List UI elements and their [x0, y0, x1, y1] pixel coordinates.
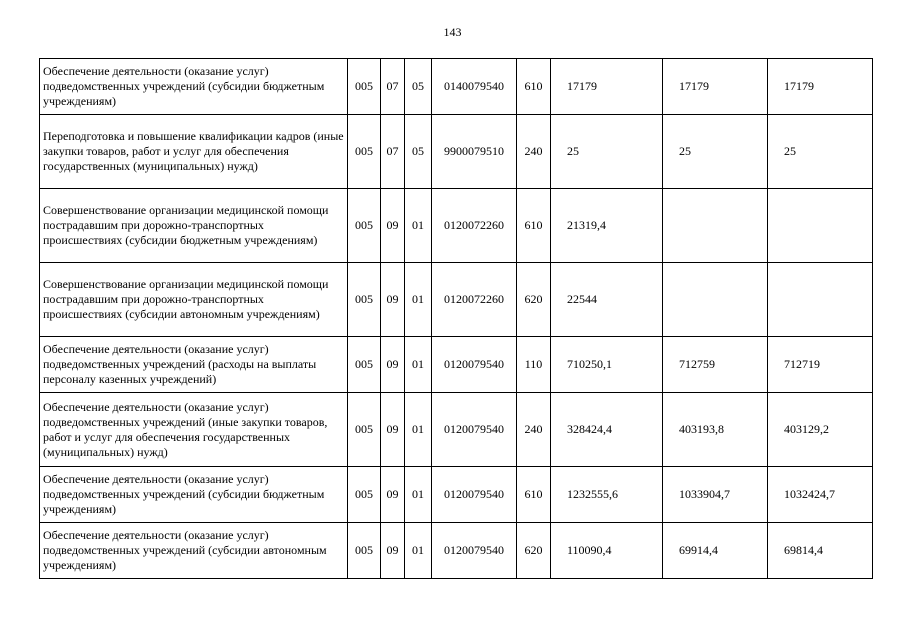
- target-article-code: 0120079540: [432, 467, 517, 523]
- row-description: Обеспечение деятельности (оказание услуг) подведомственных учреждений (расходы на выплаты персоналу казенных учреждений): [40, 337, 348, 393]
- expense-type-code: 610: [517, 189, 551, 263]
- subsection-code: 05: [405, 115, 432, 189]
- amount-year-2: 712759: [663, 337, 768, 393]
- department-code: 005: [348, 263, 381, 337]
- subsection-code: 01: [405, 467, 432, 523]
- row-description: Совершенствование организации медицинской помощи пострадавшим при дорожно-транспортных происшествиях (субсидии бюджетным учреждениям): [40, 189, 348, 263]
- department-code: 005: [348, 59, 381, 115]
- subsection-code: 05: [405, 59, 432, 115]
- table-row: [40, 59, 873, 115]
- amount-year-1: 25: [551, 115, 663, 189]
- amount-year-3: 69814,4: [768, 523, 873, 579]
- amount-year-2: 25: [663, 115, 768, 189]
- amount-year-3: 25: [768, 115, 873, 189]
- table-row: [40, 263, 873, 337]
- department-code: 005: [348, 189, 381, 263]
- expense-type-code: 620: [517, 263, 551, 337]
- target-article-code: 0120072260: [432, 263, 517, 337]
- department-code: 005: [348, 523, 381, 579]
- section-code: 07: [381, 59, 405, 115]
- table-row: [40, 393, 873, 467]
- department-code: 005: [348, 337, 381, 393]
- amount-year-1: 110090,4: [551, 523, 663, 579]
- amount-year-2: 69914,4: [663, 523, 768, 579]
- amount-year-2: 17179: [663, 59, 768, 115]
- row-description: Обеспечение деятельности (оказание услуг) подведомственных учреждений (субсидии автономным учреждениям): [40, 523, 348, 579]
- subsection-code: 01: [405, 393, 432, 467]
- subsection-code: 01: [405, 337, 432, 393]
- amount-year-1: 22544: [551, 263, 663, 337]
- amount-year-2: [663, 263, 768, 337]
- expense-type-code: 610: [517, 467, 551, 523]
- table-row: [40, 467, 873, 523]
- table-row: [40, 337, 873, 393]
- amount-year-3: 712719: [768, 337, 873, 393]
- row-description: Совершенствование организации медицинской помощи пострадавшим при дорожно-транспортных происшествиях (субсидии автономным учреждениям): [40, 263, 348, 337]
- expense-type-code: 610: [517, 59, 551, 115]
- department-code: 005: [348, 115, 381, 189]
- expense-type-code: 240: [517, 115, 551, 189]
- amount-year-1: 328424,4: [551, 393, 663, 467]
- section-code: 09: [381, 467, 405, 523]
- amount-year-3: 403129,2: [768, 393, 873, 467]
- row-description: Обеспечение деятельности (оказание услуг) подведомственных учреждений (иные закупки товаров, работ и услуг для обеспечения государственных (муниципальных) нужд): [40, 393, 348, 467]
- expense-type-code: 240: [517, 393, 551, 467]
- amount-year-3: [768, 263, 873, 337]
- amount-year-2: [663, 189, 768, 263]
- section-code: 09: [381, 337, 405, 393]
- section-code: 09: [381, 189, 405, 263]
- row-description: Переподготовка и повышение квалификации кадров (иные закупки товаров, работ и услуг для обеспечения государственных (муниципальных) нужд): [40, 115, 348, 189]
- target-article-code: 0120079540: [432, 523, 517, 579]
- amount-year-2: 403193,8: [663, 393, 768, 467]
- amount-year-3: 17179: [768, 59, 873, 115]
- expense-type-code: 110: [517, 337, 551, 393]
- amount-year-1: 1232555,6: [551, 467, 663, 523]
- target-article-code: 0120072260: [432, 189, 517, 263]
- table-row: [40, 523, 873, 579]
- target-article-code: 0120079540: [432, 337, 517, 393]
- target-article-code: 0120079540: [432, 393, 517, 467]
- target-article-code: 9900079510: [432, 115, 517, 189]
- amount-year-1: 17179: [551, 59, 663, 115]
- section-code: 09: [381, 263, 405, 337]
- subsection-code: 01: [405, 263, 432, 337]
- amount-year-3: [768, 189, 873, 263]
- department-code: 005: [348, 467, 381, 523]
- page-number: 143: [443, 25, 462, 39]
- table-row: [40, 115, 873, 189]
- section-code: 07: [381, 115, 405, 189]
- amount-year-2: 1033904,7: [663, 467, 768, 523]
- section-code: 09: [381, 393, 405, 467]
- amount-year-3: 1032424,7: [768, 467, 873, 523]
- amount-year-1: 21319,4: [551, 189, 663, 263]
- department-code: 005: [348, 393, 381, 467]
- target-article-code: 0140079540: [432, 59, 517, 115]
- table-row: [40, 189, 873, 263]
- expense-type-code: 620: [517, 523, 551, 579]
- budget-table: [39, 58, 873, 579]
- row-description: Обеспечение деятельности (оказание услуг) подведомственных учреждений (субсидии бюджетным учреждениям): [40, 467, 348, 523]
- row-description: Обеспечение деятельности (оказание услуг) подведомственных учреждений (субсидии бюджетным учреждениям): [40, 59, 348, 115]
- subsection-code: 01: [405, 523, 432, 579]
- section-code: 09: [381, 523, 405, 579]
- subsection-code: 01: [405, 189, 432, 263]
- amount-year-1: 710250,1: [551, 337, 663, 393]
